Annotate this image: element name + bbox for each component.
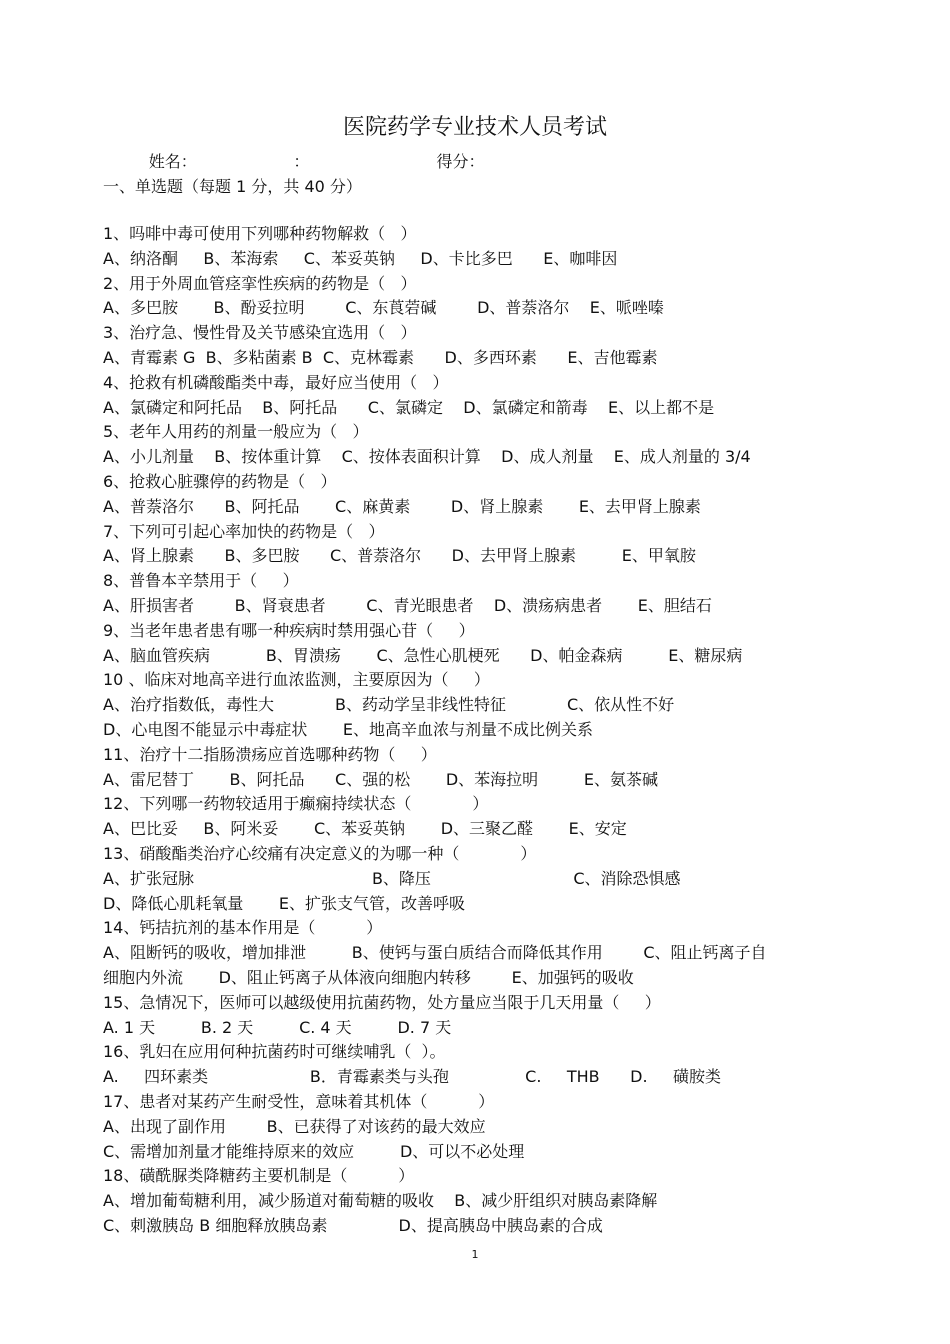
- question-line: A、阻断钙的吸收，增加排泄 B、使钙与蛋白质结合而降低其作用 C、阻止钙离子自: [103, 943, 767, 963]
- question-line: 细胞内外流 D、阻止钙离子从体液向细胞内转移 E、加强钙的吸收: [103, 968, 634, 987]
- question-line: A、氯磷定和阿托品 B、阿托品 C、氯磷定 D、氯磷定和箭毒 E、以上都不是: [103, 397, 715, 417]
- question-line: C、刺激胰岛 B 细胞释放胰岛素 D、提高胰岛中胰岛素的合成: [103, 1216, 603, 1235]
- question-line: 9、当老年患者患有哪一种疾病时禁用强心苷（ ）: [103, 620, 475, 640]
- question-line: A、扩张冠脉 B、降压 C、消除恐惧感: [103, 868, 681, 888]
- question-line: A、肾上腺素 B、多巴胺 C、普萘洛尔 D、去甲肾上腺素 E、甲氧胺: [103, 546, 696, 566]
- question-line: 6、抢救心脏骤停的药物是（ ）: [103, 472, 337, 491]
- question-line: D、降低心肌耗氧量 E、扩张支气管，改善呼吸: [103, 893, 466, 913]
- question-line: 3、治疗急、慢性骨及关节感染宜选用（ ）: [103, 323, 417, 343]
- question-line: A、增加葡萄糖利用，减少肠道对葡萄糖的吸收 B、减少肝组织对胰岛素降解: [103, 1191, 658, 1211]
- question-line: A、出现了副作用 B、已获得了对该药的最大效应: [103, 1116, 486, 1136]
- question-line: D、心电图不能显示中毒症状 E、地高辛血浓与剂量不成比例关系: [103, 720, 594, 739]
- question-line: 5、老年人用药的剂量一般应为（ ）: [103, 422, 369, 442]
- question-line: 14、钙拮抗剂的基本作用是（ ）: [103, 918, 383, 938]
- question-line: C、需增加剂量才能维持原来的效应 D、可以不必处理: [103, 1141, 525, 1161]
- question-line: A、青霉素 G B、多粘菌素 B C、克林霉素 D、多西环素 E、吉他霉素: [103, 348, 658, 367]
- question-line: A、脑血管疾病 B、胃溃疡 C、急性心肌梗死 D、帕金森病 E、糖尿病: [103, 645, 743, 665]
- question-line: 1、吗啡中毒可使用下列哪种药物解救（ ）: [103, 224, 417, 243]
- question-line: 2、用于外周血管痉挛性疾病的药物是（ ）: [103, 273, 417, 293]
- question-line: 17、患者对某药产生耐受性，意味着其机体（ ）: [103, 1092, 495, 1111]
- question-line: A、肝损害者 B、肾衰患者 C、青光眼患者 D、溃疡病患者 E、胆结石: [103, 596, 712, 615]
- question-line: A. 1 天 B. 2 天 C. 4 天 D. 7 天: [103, 1017, 452, 1037]
- question-line: A、巴比妥 B、阿米妥 C、苯妥英钠 D、三聚乙醛 E、安定: [103, 819, 627, 839]
- question-line: A、雷尼替丁 B、阿托品 C、强的松 D、苯海拉明 E、氨茶碱: [103, 769, 659, 789]
- question-line: A、治疗指数低，毒性大 B、药动学呈非线性特征 C、依从性不好: [103, 695, 675, 715]
- question-line: 12、下列哪一药物较适用于癫痫持续状态（ ）: [103, 794, 489, 814]
- section-heading: 一、单选题（每题 1 分，共 40 分）: [103, 177, 362, 196]
- name-score-line: 姓名： ： 得分：: [103, 152, 485, 171]
- page-title: 医院药学专业技术人员考试: [342, 115, 607, 140]
- question-line: 8、普鲁本辛禁用于（ ）: [103, 571, 299, 591]
- question-line: A、普萘洛尔 B、阿托品 C、麻黄素 D、肾上腺素 E、去甲肾上腺素: [103, 496, 701, 516]
- question-line: 16、乳妇在应用何种抗菌药时可继续哺乳（ ）。: [103, 1042, 446, 1062]
- question-line: A. 四环素类 B．青霉素类与头孢 C. THB D. 磺胺类: [103, 1067, 721, 1087]
- page-number: 1: [471, 1248, 479, 1261]
- question-line: 7、下列可引起心率加快的药物是（ ）: [103, 521, 385, 541]
- question-line: A、小儿剂量 B、按体重计算 C、按体表面积计算 D、成人剂量 E、成人剂量的 3/4: [103, 447, 751, 467]
- question-line: A、多巴胺 B、酚妥拉明 C、东莨菪碱 D、普萘洛尔 E、哌唑嗪: [103, 298, 664, 318]
- question-line: 13、硝酸酯类治疗心绞痛有决定意义的为哪一种（ ）: [103, 844, 537, 863]
- question-line: 10 、临床对地高辛进行血浓监测，主要原因为（ ）: [103, 670, 490, 690]
- question-line: A、纳洛酮 B、苯海索 C、苯妥英钠 D、卡比多巴 E、咖啡因: [103, 248, 618, 268]
- question-line: 15、急情况下，医师可以越级使用抗菌药物，处方量应当限于几天用量（ ）: [103, 992, 661, 1012]
- question-line: 11、治疗十二指肠溃疡应首选哪种药物（ ）: [103, 744, 437, 764]
- question-line: 4、抢救有机磷酸酯类中毒，最好应当使用（ ）: [103, 372, 449, 392]
- question-line: 18、磺酰脲类降糖药主要机制是（ ）: [103, 1166, 415, 1186]
